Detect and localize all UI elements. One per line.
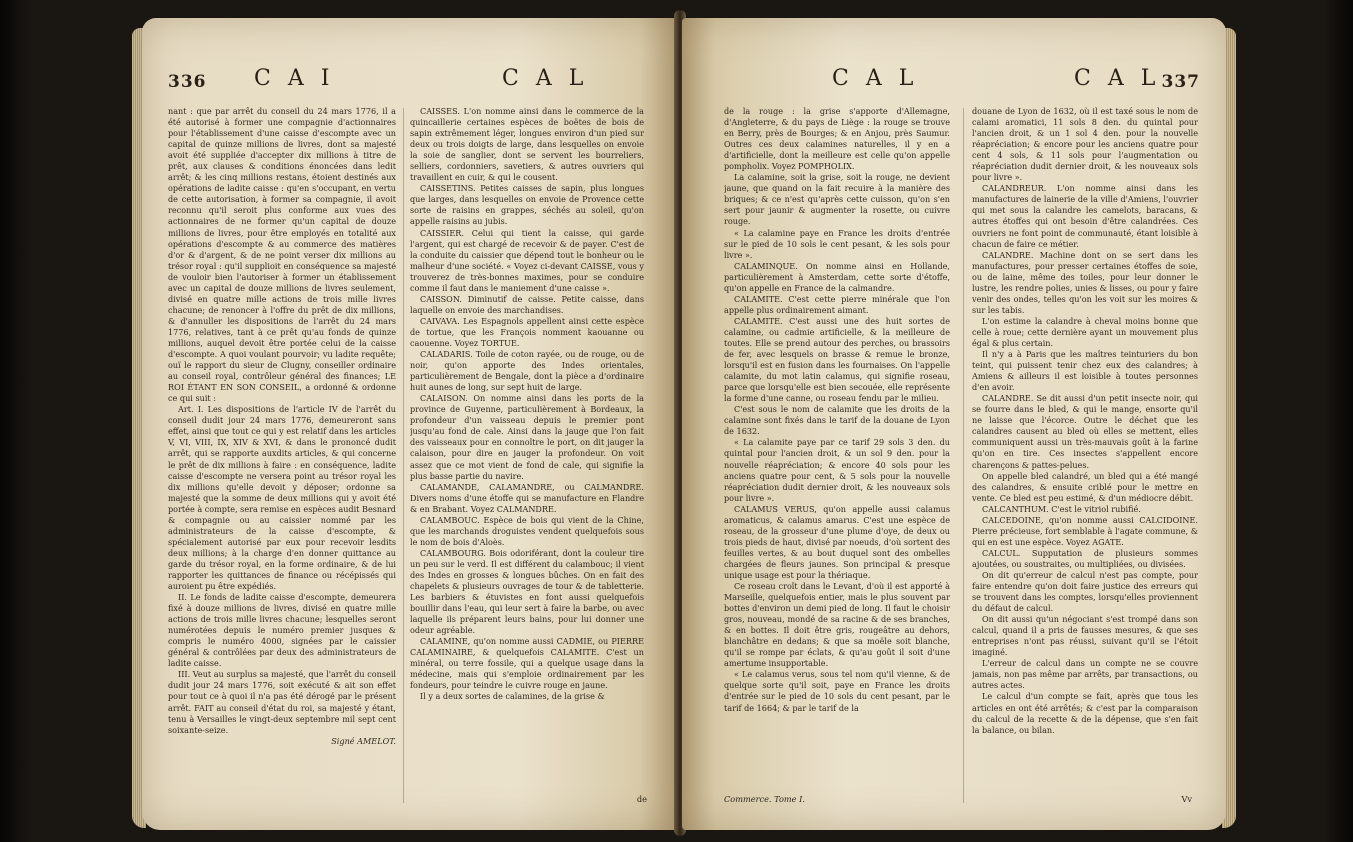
right-page-column-1 [724,106,950,806]
catchword: Vv [1181,794,1192,804]
signature: Signé AMELOT. [331,735,396,746]
dictionary-entry: CALAMITE. C'est cette pierre minérale que l'on appelle plus ordinairement aimant. [724,293,950,315]
paragraph: Il n'y a à Paris que les maîtres teinturiers du bon teint, qui puissent tenir chez eux des calandres; à Amiens & ailleurs il est loisible à toutes personnes d'en avoir. [972,349,1198,393]
paragraph: Art. I. Les dispositions de l'article IV de l'arrêt du conseil dudit jour 24 mars 1776, demeureront sans effet, ainsi que tout ce qui y est relatif dans les articles V, VI, VIII, IX, XIV & XVI, & dans le prononcé dudit arrêt, qui se rapporte auxdits articles, & qui concerne le prêt de dix millions à faire : en conséquence, ladite caisse d'escompte ne versera point au trésor royal les dix millions qu'elle devoit y déposer; ordonne sa majesté que la somme de deux millions qui y avoit été portée à compte, sera remise en espèces audit Besnard & compagnie ou au caissier nommé par les administrateurs de la caisse d'escompte, & spécialement autorisé par eux pour recevoir lesdits deux millions; à la charge d'en donner quittance au garde du trésor royal, en la forme ordinaire, & de lui rapporter les quittances de finance ou récépissés qui auroient pu être expédiés. [168,404,396,592]
paragraph: Ce roseau croît dans le Levant, d'où il est apporté à Marseille, quelquefois entier, mais le plus souvent par bottes d'environ un demi pied de long. Il faut le choisir gros, nouveau, mondé de sa racine & de ses branches, & en bottes. Il doit être gris, rougeâtre au dehors, blanchâtre en dedans; & que sa moële soit blanche, qu'il se rompe par éclats, & qu'au goût il soit d'une amertume insupportable. [724,581,950,669]
dictionary-entry: CAIVAVA. Les Espagnols appellent ainsi cette espèce de tortue, que les François nomment kaouanne ou caouenne. Voyez TORTUE. [410,315,644,348]
running-head: C A L [502,66,589,91]
dictionary-entry: CALAMANDE, CALAMANDRE, ou CALMANDRE. Divers noms d'une étoffe qui se manufacture en Flandre & en Brabant. Voyez CALMANDRE. [410,481,644,514]
dictionary-entry: CAISSIER. Celui qui tient la caisse, qui garde l'argent, qui est chargé de recevoir & de payer. C'est de la conduite du caissier que dépend tout le bonheur ou le malheur d'une société. « Voyez ci-devant CAISSE, vous y trouverez de très-bonnes maximes, pour se conduire comme il faut dans le maniement d'une caisse ». [410,227,644,293]
left-page [142,18,677,830]
dictionary-entry: CALAMBOURG. Bois odoriférant, dont la couleur tire un peu sur le verd. Il est différent du calambouc; il vient des Indes en grosses & longues bûches. On en fait des chapelets & plusieurs ouvrages de tour & de tabletterie. Les barbiers & étuvistes en font aussi quelquefois bouillir dans l'eau, qui leur sert à faire la barbe, ou avec laquelle ils préparent leurs bains, pour lui donner une odeur agréable. [410,547,644,636]
paragraph: de la rouge : la grise s'apporte d'Allemagne, d'Angleterre, & du pays de Liège : la rouge se trouve en Berry, près de Bourges; & en Anjou, près Saumur. Outres ces deux calamines naturelles, il y en a d'artificielle, dont la meilleure est celle qu'on appelle pompholix. Voyez POMPHOLIX. [724,106,950,172]
paragraph: II. Le fonds de ladite caisse d'escompte, demeurera fixé à douze millions de livres, divisé en quatre mille actions de trois mille livres chacune; lesquelles seront numérotées depuis le numéro premier jusques & compris le numéro 4000, signées par le caissier général & contrôlées par deux des administrateurs de ladite caisse. [168,592,396,669]
paragraph: L'erreur de calcul dans un compte ne se couvre jamais, non pas même par arrêts, par transactions, ou autres actes. [972,658,1198,691]
dictionary-entry: CAISSETINS. Petites caisses de sapin, plus longues que larges, dans lesquelles on envoie de Provence cette sorte de raisins en grappes, séchés au soleil, qu'on appelle raisins au jubis. [410,183,644,227]
dictionary-entry: CALCANTHUM. C'est le vitriol rubifié. [982,503,1141,514]
column-rule [963,108,964,803]
dictionary-entry: CALAMINQUE. On nomme ainsi en Hollande, particulièrement à Amsterdam, cette sorte d'étoffe, qu'on appelle en France de la calmandre. [724,260,950,293]
dictionary-entry: CALAISON. On nomme ainsi dans les ports de la province de Guyenne, particulièrement à Bordeaux, la profondeur d'un vaisseau depuis le premier pont jusqu'au fond de cale. Ainsi dans la jauge que l'on fait des vaisseaux pour en connoître le port, on dit jauger la calaison, pour dire en jauger la profondeur. On voit assez que ce mot vient de fond de cale, qui signifie la plus basse partie du navire. [410,393,644,481]
running-head: C A I [254,66,335,91]
catchword: de [636,794,647,804]
dictionary-entry: CAISSON. Diminutif de caisse. Petite caisse, dans laquelle on envoie des marchandises. [410,293,644,315]
right-page [682,18,1226,830]
dictionary-entry: CALCEDOINE, qu'on nomme aussi CALCIDOINE. Pierre précieuse, fort semblable à l'agate commune, & qui en est une espèce. Voyez AGATE. [972,514,1198,547]
dictionary-entry: CALAMUS VERUS, qu'on appelle aussi calamus aromaticus, & calamus amarus. C'est une espèce de roseau, de la grosseur d'une plume d'oye, de deux ou trois pieds de haut, divisé par noeuds, d'où sortent des feuilles vertes, & au bout duquel sont des ombelles chargées de fleurs jaunes. Son principal & presque unique usage est pour la thériaque. [724,503,950,580]
paragraph: C'est sous le nom de calamite que les droits de la calamine sont fixés dans le tarif de la douane de Lyon de 1632. [724,404,950,437]
page-number: 337 [1161,72,1200,92]
running-head: C A L [1074,66,1161,91]
paragraph: On dit aussi qu'un négociant s'est trompé dans son calcul, quand il a pris de fausses mesures, & que ses entreprises n'ont pas réussi, suivant qu'il se l'étoit imaginé. [972,614,1198,658]
paragraph: III. Veut au surplus sa majesté, que l'arrêt du conseil dudit jour 24 mars 1776, soit exécuté & ait son effet pour tout ce à quoi il n'a pas été dérogé par le présent arrêt. FAIT au conseil d'état du roi, sa majesté y étant, tenu à Versailles le vingt-deux septembre mil sept cent soixante-seize. [168,669,396,735]
dictionary-entry: CALAMINE, qu'on nomme aussi CADMIE, ou PIERRE CALAMINAIRE, & quelquefois CALAMITE. C'est un minéral, ou terre fossile, qui a quelque usage dans la médecine, mais qui s'emploie ordinairement par les fondeurs, pour teindre le cuivre rouge en jaune. [410,636,644,691]
dictionary-entry: CAISSES. L'on nomme ainsi dans le commerce de la quincaillerie certaines espèces de boëtes de bois de sapin extrêmement léger, longues environ d'un pied sur deux ou trois doigts de large, dans lesquelles on envoie la soie de sanglier, dont se servent les bourreliers, selliers, cordonniers, savetiers, & autres ouvriers qui travaillent en cuir, & qui le cousent. [410,106,644,183]
dictionary-entry: CALANDREUR. L'on nomme ainsi dans les manufactures de lainerie de la ville d'Amiens, l'ouvrier qui met sous la calandre les camelots, baracans, & autres étoffes qui ont besoin d'être calandrées. Ces ouvriers ne font point de communauté, étant loisible à chacun de faire ce métier. [972,183,1198,249]
dictionary-entry: CALCUL. Supputation de plusieurs sommes ajoutées, ou soustraites, ou multipliées, ou divisées. [972,547,1198,569]
left-page-header [142,66,677,100]
dictionary-entry: Il y a deux sortes de calamines, de la grise & [420,691,605,702]
dictionary-entry: CALAMBOUC. Espèce de bois qui vient de la Chine, que les marchands droguistes vendent quelquefois sous le nom de bois d'Aloès. [410,514,644,547]
paragraph: On dit qu'erreur de calcul n'est pas compte, pour faire entendre qu'on doit faire justice des erreurs qui se trouvent dans les comptes, lorsqu'elles proviennent du défaut de calcul. [972,569,1198,614]
footer-signature: Commerce. Tome I. [724,794,805,804]
right-page-column-2 [972,106,1198,806]
page-number: 336 [168,72,207,92]
running-head: C A L [832,66,919,91]
paragraph: nant : que par arrêt du conseil du 24 mars 1776, il a été autorisé à former une compagnie d'actionnaires pour l'établissement d'une caisse d'escompte avec un capital de quinze millions de livres, dont sa majesté avoit été suppliée d'accepter dix millions à titre de prêt, aux clauses & conditions énoncées dans ledit arrêt; & les cinq millions restans, étoient destinés aux opérations de ladite caisse : qu'en s'occupant, en vertu de cette autorisation, à former sa compagnie, il avoit reconnu qu'il seroit plus conforme aux vues des actionnaires de ne former qu'un capital de douze millions de livres, pour être employés en totalité aux opérations d'escompte & au commerce des matières d'or & d'argent, & de ne point verser dix millions au trésor royal : qu'il supplioit en conséquence sa majesté de vouloir bien l'autoriser à former un établissement avec un capital de douze millions de livres seulement, divisé en quatre mille actions de trois mille livres chacune; de renoncer à l'offre du prêt de dix millions, & d'annuller les dispositions de l'arrêt du 24 mars 1776, relatives, tant à ce prêt qu'au fonds de quinze millions, auquel devoit être portée celui de la caisse d'escompte. A quoi voulant pourvoir; vu ladite requête; ouï le rapport du sieur de Clugny, conseiller ordinaire au conseil royal, contrôleur général des finances; LE ROI ÉTANT EN SON CONSEIL, a ordonné & ordonne ce qui suit : [168,106,396,404]
dictionary-entry: CALANDRE. Machine dont on se sert dans les manufactures, pour presser certaines étoffes de soie, ou de laine, même des toiles, pour leur donner le lustre, les rendre polies, unies & lisses, ou pour y faire venir des ondes, telles qu'on les voit sur les moires & sur les tabis. [972,249,1198,315]
paragraph: douane de Lyon de 1632, où il est taxé sous le nom de calami aromatici, 11 sols 8 den. du quintal pour l'ancien droit, & un 1 sol 4 den. pour la nouvelle réapréciation; & encore pour les anciens quatre pour cent 4 sols, & 11 sols pour l'augmentation ou réapréciation dudit dernier droit, & les nouveaux sols pour livre ». [972,106,1198,183]
paragraph: Le calcul d'un compte se fait, après que tous les articles en ont été arrêtés; & c'est par la comparaison du calcul de la recette & de la dépense, que s'en fait la balance, ou bilan. [972,691,1198,735]
column-rule [403,108,404,803]
left-page-column-1 [168,106,396,806]
dictionary-entry: CALAMITE. C'est aussi une des huit sortes de calamine, ou cadmie artificielle, & la meilleure de toutes. Elle se prend autour des perches, ou brassoirs de fer, avec lesquels on brasse & remue le bronze, lorsqu'il est en fusion dans les fournaises. On l'appelle calamite, du mot latin calamus, qui signifie roseau, parce que lorsqu'elle est bien secouée, elle représente la forme d'une canne, ou roseau fendu par le milieu. [724,315,950,404]
paragraph: « La calamine paye en France les droits d'entrée sur le pied de 10 sols le cent pesant, & les sols pour livre ». [724,227,950,260]
paragraph: L'on estime la calandre à cheval moins bonne que celle à roue; cette dernière ayant un mouvement plus égal & plus certain. [972,315,1198,348]
paragraph: « La calamite paye par ce tarif 29 sols 3 den. du quintal pour l'ancien droit, & un sol 9 den. pour la nouvelle réapréciation; & encore 40 sols pour les anciens quatre pour cent, & 5 sols pour la nouvelle réapréciation dudit dernier droit, & les nouveaux sols pour livre ». [724,437,950,503]
paragraph: « Le calamus verus, sous tel nom qu'il vienne, & de quelque sorte qu'il soit, paye en France les droits d'entrée sur le pied de 10 sols du cent pesant, par le tarif de 1664; & par le tarif de la [724,669,950,713]
dictionary-entry: CALADARIS. Toile de coton rayée, ou de rouge, ou de noir, qu'on apporte des Indes orientales, particulièrement de Bengale, dont la pièce a d'ordinaire huit aunes de long, sur sept huit de large. [410,349,644,393]
dictionary-entry: CALANDRE. Se dit aussi d'un petit insecte noir, qui se fourre dans le bled, & qui le mange, ensorte qu'il ne laisse que l'écorce. Outre le déchet que les calandres causent au bled où elles se mettent, elles communiquent aussi un très-mauvais goût à la farine qu'on en tire. Ces insectes s'appellent encore charençons & pattes-pelues. [972,393,1198,470]
paragraph: On appelle bled calandré, un bled qui a été mangé des calandres, & ensuite criblé pour le mettre en vente. Ce bled est peu estimé, & d'un médiocre débit. [972,470,1198,503]
right-page-header [682,66,1226,100]
left-page-column-2 [410,106,644,806]
paragraph: La calamine, soit la grise, soit la rouge, ne devient jaune, que quand on la fait recuire à la manière des briques; & ce n'est qu'après cette cuisson, qu'on s'en sert pour jaunir & augmenter la rosette, ou cuivre rouge. [724,172,950,227]
